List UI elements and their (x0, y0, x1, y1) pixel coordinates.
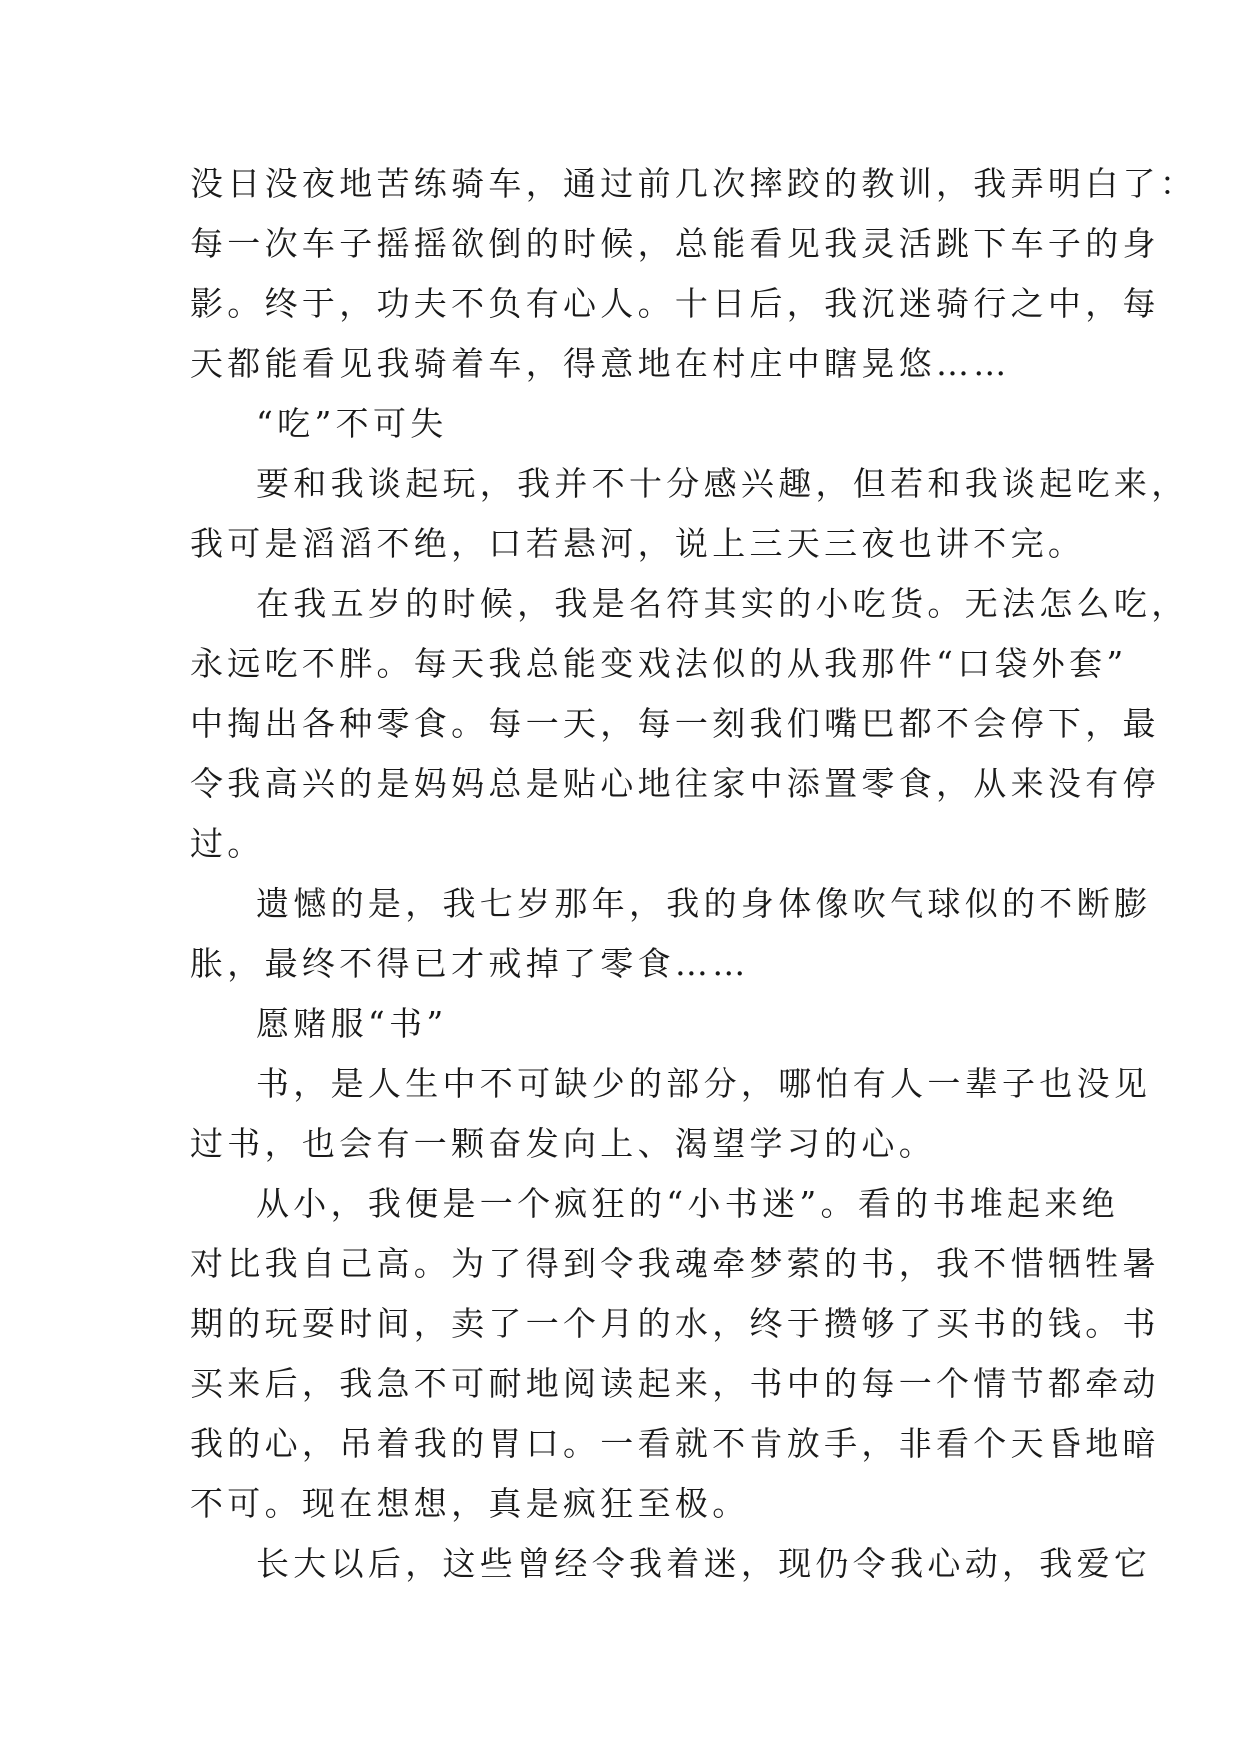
text-line: 过书，也会有一颗奋发向上、渴望学习的心。 (190, 1124, 936, 1163)
text-line: 永远吃不胖。每天我总能变戏法似的从我那件“口袋外套” (190, 644, 1128, 683)
text-line: 遗憾的是，我七岁那年，我的身体像吹气球似的不断膨 (256, 884, 1152, 923)
text-line: 在我五岁的时候，我是名符其实的小吃货。无法怎么吃， (256, 584, 1189, 623)
text-line: 期的玩耍时间，卖了一个月的水，终于攒够了买书的钱。书 (190, 1304, 1160, 1343)
text-line: 不可。现在想想，真是疯狂至极。 (190, 1484, 750, 1523)
text-line: 对比我自己高。为了得到令我魂牵梦萦的书，我不惜牺牲暑 (190, 1244, 1160, 1283)
text-line: 中掏出各种零食。每一天，每一刻我们嘴巴都不会停下，最 (190, 704, 1160, 743)
text-line: 我的心，吊着我的胃口。一看就不肯放手，非看个天昏地暗 (190, 1424, 1160, 1463)
text-line: 影。终于，功夫不负有心人。十日后，我沉迷骑行之中，每 (190, 284, 1160, 323)
text-line: 书，是人生中不可缺少的部分，哪怕有人一辈子也没见 (256, 1064, 1152, 1103)
section-heading-chi: “吃”不可失 (256, 404, 448, 443)
text-line: 每一次车子摇摇欲倒的时候，总能看见我灵活跳下车子的身 (190, 224, 1160, 263)
text-line: 胀，最终不得已才戒掉了零食…… (190, 944, 750, 983)
text-line: 买来后，我急不可耐地阅读起来，书中的每一个情节都牵动 (190, 1364, 1160, 1403)
text-line: 要和我谈起玩，我并不十分感兴趣，但若和我谈起吃来， (256, 464, 1189, 503)
text-line: 从小，我便是一个疯狂的“小书迷”。看的书堆起来绝 (256, 1184, 1119, 1223)
text-line: 长大以后，这些曾经令我着迷，现仍令我心动，我爱它 (256, 1544, 1152, 1583)
section-heading-shu: 愿赌服“书” (256, 1004, 448, 1043)
document-page (190, 154, 1198, 1594)
text-line: 我可是滔滔不绝，口若悬河，说上三天三夜也讲不完。 (190, 524, 1086, 563)
text-line: 没日没夜地苦练骑车，通过前几次摔跤的教训，我弄明白了： (190, 164, 1198, 203)
text-line: 天都能看见我骑着车，得意地在村庄中瞎晃悠…… (190, 344, 1011, 383)
text-line: 过。 (190, 824, 265, 863)
text-line: 令我高兴的是妈妈总是贴心地往家中添置零食，从来没有停 (190, 764, 1160, 803)
